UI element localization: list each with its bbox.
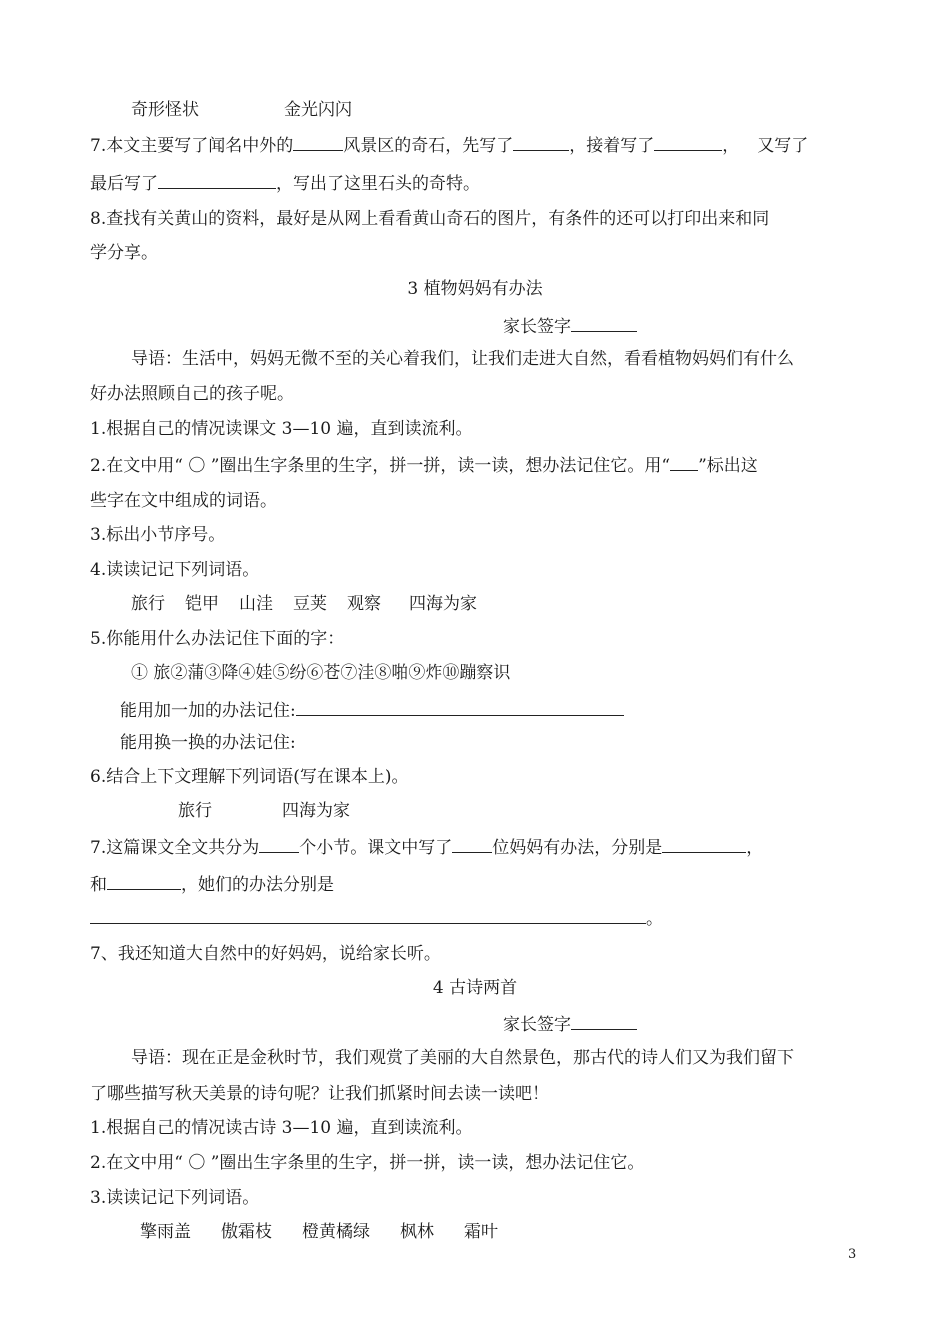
lesson-4-intro: 导语：现在正是金秋时节，我们观赏了美丽的大自然景色，那古代的诗人们又为我们留下 xyxy=(131,1048,794,1068)
word: 霜叶 xyxy=(464,1222,498,1242)
word-row-prev xyxy=(131,97,352,123)
answer-blank[interactable] xyxy=(452,834,492,853)
answer-blank[interactable] xyxy=(513,132,569,151)
lesson-3-intro-line2: 好办法照顾自己的孩子呢。 xyxy=(90,384,294,404)
answer-blank[interactable] xyxy=(296,697,624,716)
signature-blank[interactable] xyxy=(571,1011,637,1030)
underline-sample xyxy=(670,452,698,471)
lesson-3-q7: 7.这篇课文全文共分为 个小节。课文中写了 位妈妈有办法，分别是 ， xyxy=(90,834,763,861)
question-8-prev: 8.查找有关黄山的资料，最好是从网上看看黄山奇石的图片，有条件的还可以打印出来和同 xyxy=(90,209,770,229)
answer-blank[interactable] xyxy=(90,905,646,924)
lesson-4-q1: 1.根据自己的情况读古诗 3—10 遍，直到读流利。 xyxy=(90,1118,473,1138)
lesson-3-intro: 导语：生活中，妈妈无微不至的关心着我们，让我们走进大自然，看看植物妈妈们有什么 xyxy=(131,349,794,369)
word: 旅行 xyxy=(178,801,212,821)
word: 枫林 xyxy=(400,1222,434,1242)
lesson-3-char-list: ① 旅②蒲③降④娃⑤纷⑥苍⑦洼⑧啪⑨炸⑩蹦察识 xyxy=(131,663,511,683)
signature-blank[interactable] xyxy=(571,313,637,332)
answer-blank[interactable] xyxy=(293,132,343,151)
lesson-3-q1: 1.根据自己的情况读课文 3—10 遍，直到读流利。 xyxy=(90,419,473,439)
word: 铠甲 xyxy=(185,594,219,614)
lesson-3-q7-line3: 。 xyxy=(90,905,663,932)
lesson-4-q3: 3.读读记记下列词语。 xyxy=(90,1188,260,1208)
lesson-3-q8: 7、我还知道大自然中的好妈妈，说给家长听。 xyxy=(90,944,441,964)
answer-blank[interactable] xyxy=(662,834,746,853)
word: 观察 xyxy=(347,594,381,614)
word: 旅行 xyxy=(131,594,165,614)
lesson-3-q3: 3.标出小节序号。 xyxy=(90,525,226,545)
lesson-3-q2: 2.在文中用“ 〇 ”圈出生字条里的生字，拼一拼，读一读，想办法记住它。用“ ”标出这 xyxy=(90,452,758,479)
question-7-prev: 7.本文主要写了闻名中外的 风景区的奇石，先写了 ，接着写了 ， 又写了 xyxy=(90,132,808,159)
lesson-3-add-method: 能用加一加的办法记住: xyxy=(120,697,624,724)
word: 四海为家 xyxy=(282,801,350,821)
parent-signature: 家长签字 xyxy=(503,313,637,340)
parent-signature: 家长签字 xyxy=(503,1011,637,1038)
lesson-4-title: 4 古诗两首 xyxy=(432,978,518,998)
word: 山洼 xyxy=(239,594,273,614)
answer-blank[interactable] xyxy=(107,871,181,890)
lesson-4-word-row xyxy=(140,1219,498,1245)
lesson-3-title: 3 植物妈妈有办法 xyxy=(407,279,543,299)
lesson-3-q7-line2: 和 ，她们的办法分别是 xyxy=(90,871,334,898)
answer-blank[interactable] xyxy=(259,834,299,853)
word: 豆荚 xyxy=(293,594,327,614)
answer-blank[interactable] xyxy=(158,170,276,189)
lesson-4-intro-line2: 了哪些描写秋天美景的诗句呢？让我们抓紧时间去读一读吧！ xyxy=(90,1084,549,1104)
word: 金光闪闪 xyxy=(284,100,352,120)
word: 擎雨盖 xyxy=(140,1222,191,1242)
lesson-3-q6: 6.结合上下文理解下列词语(写在课本上)。 xyxy=(90,767,409,787)
lesson-3-q6-words xyxy=(178,798,350,824)
question-7-prev-line2: 最后写了 ，写出了这里石头的奇特。 xyxy=(90,170,480,197)
word: 四海为家 xyxy=(409,594,477,614)
lesson-4-q2: 2.在文中用“ 〇 ”圈出生字条里的生字，拼一拼，读一读，想办法记住它。 xyxy=(90,1153,645,1173)
word: 奇形怪状 xyxy=(131,100,199,120)
lesson-3-q2-line2: 些字在文中组成的词语。 xyxy=(90,491,277,511)
word: 傲霜枝 xyxy=(221,1222,272,1242)
lesson-3-q4: 4.读读记记下列词语。 xyxy=(90,560,260,580)
page-number: 3 xyxy=(848,1247,857,1262)
question-8-prev-line2: 学分享。 xyxy=(90,243,158,263)
lesson-3-q5: 5.你能用什么办法记住下面的字： xyxy=(90,629,345,649)
answer-blank[interactable] xyxy=(654,132,722,151)
lesson-3-word-row xyxy=(131,591,477,617)
lesson-3-swap-method: 能用换一换的办法记住: xyxy=(120,733,296,753)
word: 橙黄橘绿 xyxy=(302,1222,370,1242)
